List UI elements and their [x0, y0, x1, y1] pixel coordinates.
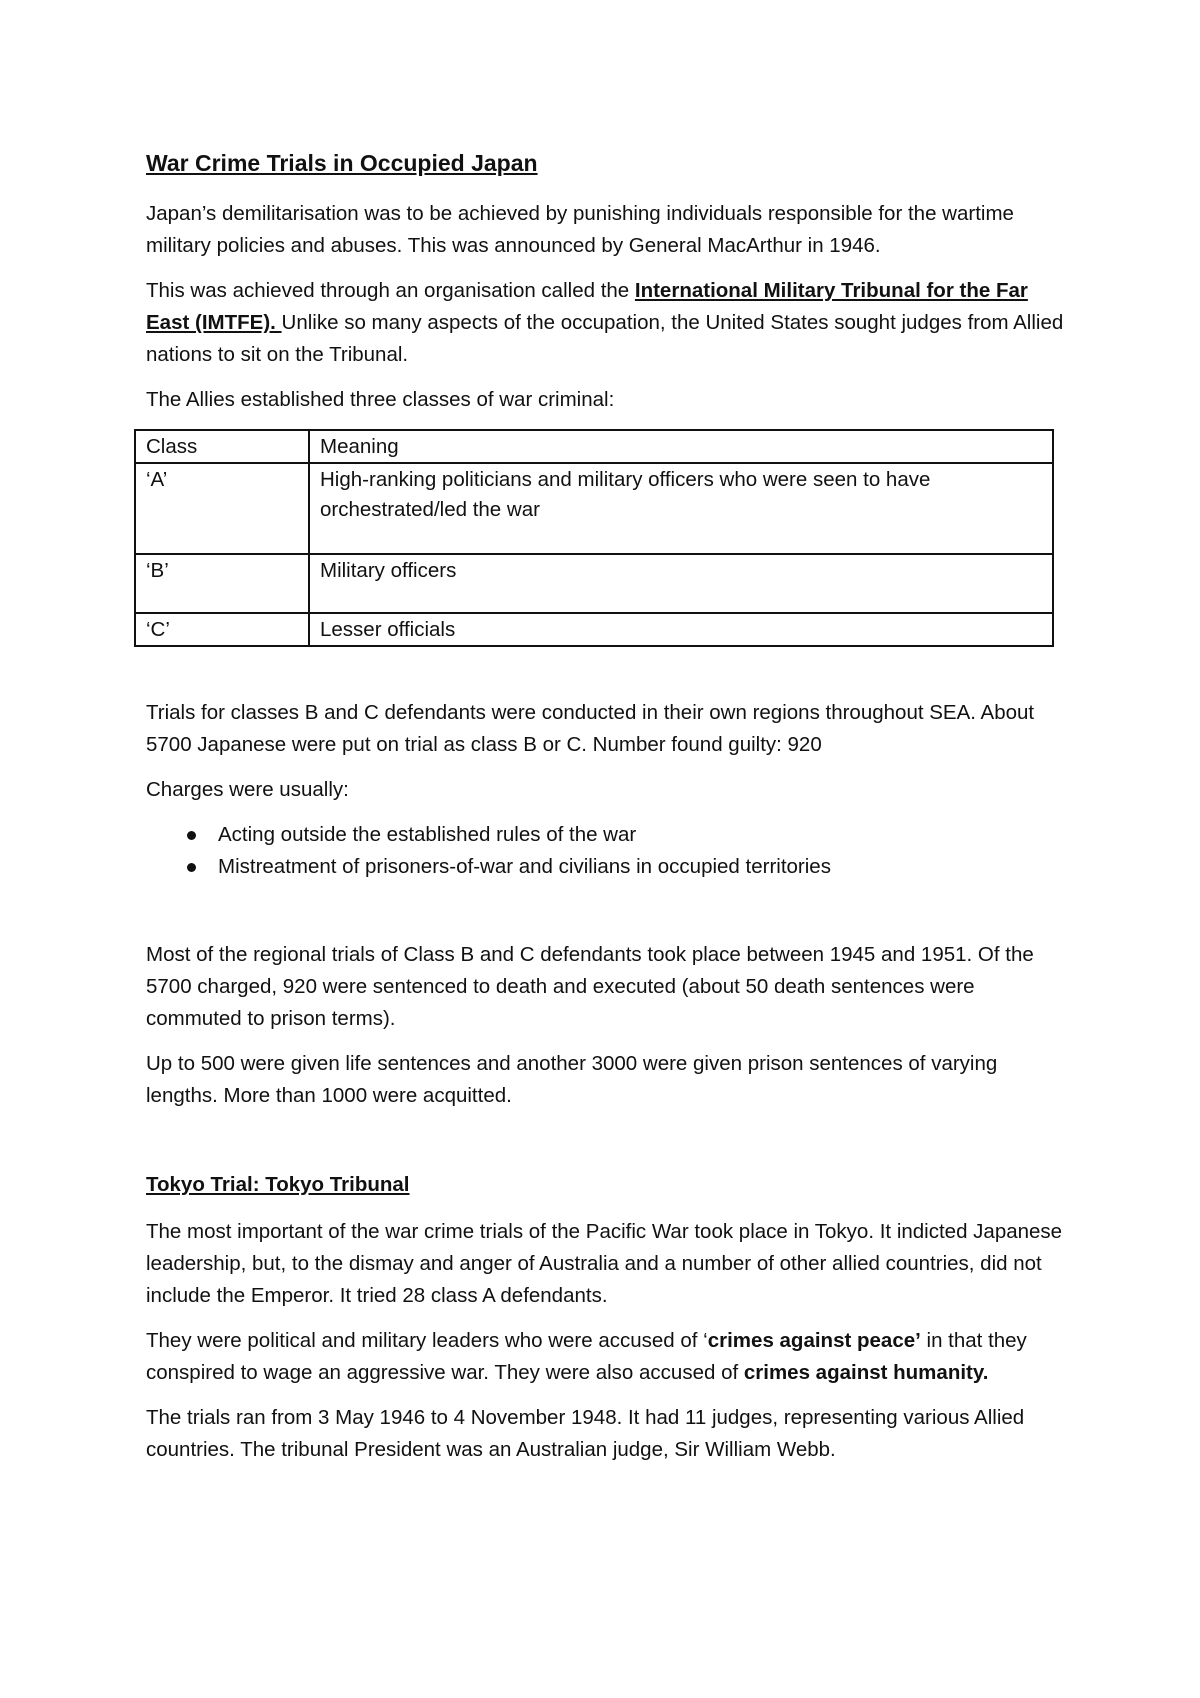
- document-body: [146, 146, 1066, 1479]
- table-header-row: [135, 430, 1053, 463]
- tokyo-heading: Tokyo Trial: Tokyo Tribunal: [146, 1173, 410, 1196]
- class-cell: ‘C’: [135, 613, 309, 646]
- sentences-paragraph: Up to 500 were given life sentences and another 3000 were given prison sentences of varying lengths. More than 1000 were acquitted.: [146, 1052, 998, 1107]
- charge-text: Acting outside the established rules of the war: [218, 823, 637, 846]
- bullet-icon: [187, 863, 196, 872]
- table-row: [135, 554, 1053, 613]
- imtfe-paragraph: [146, 275, 1066, 371]
- charges-intro: Charges were usually:: [146, 778, 349, 801]
- tokyo-p2-text-1: They were political and military leaders who were accused of ‘: [146, 1329, 708, 1352]
- imtfe-text-after: Unlike so many aspects of the occupation, the United States sought judges from Allied nations to sit on the Tribunal.: [146, 311, 1064, 366]
- tokyo-paragraph-2: [146, 1325, 1066, 1389]
- imtfe-name: International Military Tribunal for the Far East (IMTFE).: [146, 279, 1028, 334]
- list-item: [146, 851, 1066, 883]
- class-cell: ‘B’: [135, 554, 309, 613]
- list-item: [146, 819, 1066, 851]
- header-class: Class: [135, 430, 309, 463]
- tokyo-paragraph-1: The most important of the war crime trials of the Pacific War took place in Tokyo. It indicted Japanese leadership, but, to the dismay and anger of Australia and a number of other allied countries, did not include the Emperor. It tried 28 class A defendants.: [146, 1220, 1063, 1307]
- tokyo-p2-text-2: in that they conspired to wage an aggressive war. They were also accused of: [146, 1329, 1027, 1384]
- meaning-cell: High-ranking politicians and military officers who were seen to have orchestrated/led the war: [309, 463, 1053, 554]
- crimes-against-humanity: crimes against humanity.: [743, 1361, 989, 1384]
- crimes-against-peace: crimes against peace’: [707, 1329, 921, 1352]
- meaning-cell: Lesser officials: [309, 613, 1053, 646]
- imtfe-text-before: This was achieved through an organisation called the: [146, 279, 635, 302]
- regional-trials-paragraph: Most of the regional trials of Class B and C defendants took place between 1945 and 1951. Of the 5700 charged, 920 were sentenced to death and executed (about 50 death sentences were commuted to prison terms).: [146, 943, 1034, 1030]
- classes-intro: The Allies established three classes of war criminal:: [146, 388, 615, 411]
- charges-list: [146, 819, 1066, 883]
- table-row: [135, 463, 1053, 554]
- document-title: War Crime Trials in Occupied Japan: [146, 150, 538, 176]
- header-meaning: Meaning: [309, 430, 1053, 463]
- charge-text: Mistreatment of prisoners-of-war and civilians in occupied territories: [218, 855, 831, 878]
- bullet-icon: [187, 831, 196, 840]
- intro-paragraph: Japan’s demilitarisation was to be achieved by punishing individuals responsible for the wartime military policies and abuses. This was announced by General MacArthur in 1946.: [146, 202, 1014, 257]
- class-cell: ‘A’: [135, 463, 309, 554]
- tokyo-paragraph-3: The trials ran from 3 May 1946 to 4 November 1948. It had 11 judges, representing various Allied countries. The tribunal President was an Australian judge, Sir William Webb.: [146, 1406, 1025, 1461]
- table-row: [135, 613, 1053, 646]
- war-criminal-classes-table: [134, 429, 1054, 647]
- meaning-cell: Military officers: [309, 554, 1053, 613]
- trials-bc-paragraph: Trials for classes B and C defendants were conducted in their own regions throughout SEA. About 5700 Japanese were put on trial as class B or C. Number found guilty: 920: [146, 701, 1035, 756]
